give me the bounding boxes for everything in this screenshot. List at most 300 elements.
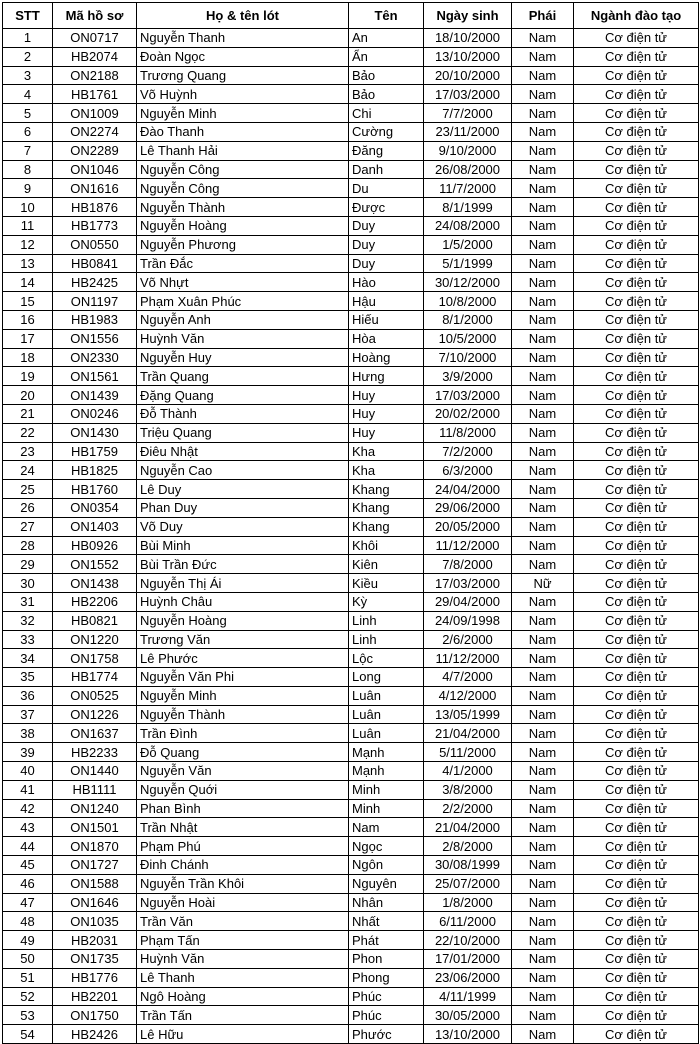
cell-ma-ho-so: ON2330 [53,348,137,367]
cell-ho-ten-lot: Nguyễn Thị Ái [137,574,349,593]
cell-ten: Huy [349,386,424,405]
cell-ma-ho-so: ON1588 [53,874,137,893]
cell-ngay-sinh: 21/04/2000 [424,818,512,837]
cell-ho-ten-lot: Đinh Chánh [137,856,349,875]
cell-stt: 16 [3,310,53,329]
cell-nganh-dao-tao: Cơ điện tử [574,874,699,893]
cell-ho-ten-lot: Nguyễn Hoài [137,893,349,912]
cell-stt: 48 [3,912,53,931]
table-row [3,893,699,912]
cell-nganh-dao-tao: Cơ điện tử [574,498,699,517]
cell-ngay-sinh: 11/12/2000 [424,536,512,555]
cell-nganh-dao-tao: Cơ điện tử [574,235,699,254]
table-row [3,498,699,517]
cell-ho-ten-lot: Nguyễn Cao [137,461,349,480]
cell-phai: Nam [512,950,574,969]
cell-nganh-dao-tao: Cơ điện tử [574,724,699,743]
cell-phai: Nam [512,743,574,762]
cell-ma-ho-so: ON2274 [53,122,137,141]
cell-ngay-sinh: 17/03/2000 [424,386,512,405]
cell-ten: Cường [349,122,424,141]
cell-ma-ho-so: ON0354 [53,498,137,517]
cell-ten: Bảo [349,66,424,85]
cell-ten: Long [349,668,424,687]
cell-ho-ten-lot: Trần Văn [137,912,349,931]
cell-ten: Luân [349,724,424,743]
cell-nganh-dao-tao: Cơ điện tử [574,686,699,705]
cell-phai: Nam [512,404,574,423]
cell-ma-ho-so: ON1637 [53,724,137,743]
cell-stt: 38 [3,724,53,743]
cell-phai: Nam [512,724,574,743]
cell-ten: Minh [349,799,424,818]
cell-ma-ho-so: ON0717 [53,29,137,48]
cell-ten: Phúc [349,987,424,1006]
cell-ngay-sinh: 7/10/2000 [424,348,512,367]
cell-ma-ho-so: ON1220 [53,630,137,649]
cell-phai: Nam [512,122,574,141]
cell-ten: Được [349,198,424,217]
cell-nganh-dao-tao: Cơ điện tử [574,611,699,630]
cell-ngay-sinh: 13/05/1999 [424,705,512,724]
cell-ten: Kỳ [349,592,424,611]
cell-ngay-sinh: 30/08/1999 [424,856,512,875]
cell-ma-ho-so: ON1750 [53,1006,137,1025]
table-row [3,1006,699,1025]
cell-ngay-sinh: 25/07/2000 [424,874,512,893]
table-row [3,931,699,950]
cell-stt: 41 [3,780,53,799]
cell-ma-ho-so: ON0550 [53,235,137,254]
cell-ten: Khang [349,517,424,536]
cell-stt: 21 [3,404,53,423]
cell-ten: Phong [349,968,424,987]
cell-phai: Nam [512,668,574,687]
cell-ho-ten-lot: Lê Hữu [137,1025,349,1044]
cell-phai: Nam [512,367,574,386]
cell-ma-ho-so: HB2233 [53,743,137,762]
cell-ten: Khang [349,498,424,517]
cell-stt: 47 [3,893,53,912]
table-row [3,950,699,969]
cell-nganh-dao-tao: Cơ điện tử [574,386,699,405]
cell-nganh-dao-tao: Cơ điện tử [574,292,699,311]
cell-nganh-dao-tao: Cơ điện tử [574,367,699,386]
cell-ngay-sinh: 30/05/2000 [424,1006,512,1025]
table-header [3,3,699,29]
cell-ngay-sinh: 20/05/2000 [424,517,512,536]
table-row [3,179,699,198]
cell-ho-ten-lot: Nguyễn Văn Phi [137,668,349,687]
cell-ho-ten-lot: Trương Văn [137,630,349,649]
cell-nganh-dao-tao: Cơ điện tử [574,47,699,66]
cell-phai: Nam [512,1025,574,1044]
header-row [3,3,699,29]
table-row [3,386,699,405]
cell-ho-ten-lot: Nguyễn Thành [137,198,349,217]
cell-ngay-sinh: 6/3/2000 [424,461,512,480]
cell-nganh-dao-tao: Cơ điện tử [574,517,699,536]
cell-phai: Nam [512,705,574,724]
cell-nganh-dao-tao: Cơ điện tử [574,968,699,987]
cell-nganh-dao-tao: Cơ điện tử [574,160,699,179]
cell-ho-ten-lot: Trần Đắc [137,254,349,273]
cell-ho-ten-lot: Đoàn Ngọc [137,47,349,66]
cell-nganh-dao-tao: Cơ điện tử [574,122,699,141]
cell-nganh-dao-tao: Cơ điện tử [574,893,699,912]
cell-stt: 34 [3,649,53,668]
table-row [3,536,699,555]
table-row [3,818,699,837]
cell-ma-ho-so: ON1556 [53,329,137,348]
cell-stt: 8 [3,160,53,179]
cell-ngay-sinh: 7/7/2000 [424,104,512,123]
cell-stt: 50 [3,950,53,969]
cell-nganh-dao-tao: Cơ điện tử [574,198,699,217]
table-row [3,85,699,104]
cell-ten: Đăng [349,141,424,160]
cell-phai: Nam [512,104,574,123]
cell-ten: Danh [349,160,424,179]
cell-ten: Hào [349,273,424,292]
cell-ma-ho-so: ON1197 [53,292,137,311]
cell-nganh-dao-tao: Cơ điện tử [574,649,699,668]
cell-phai: Nam [512,85,574,104]
cell-nganh-dao-tao: Cơ điện tử [574,912,699,931]
table-row [3,292,699,311]
cell-ma-ho-so: ON1727 [53,856,137,875]
cell-ma-ho-so: HB1825 [53,461,137,480]
cell-ten: Khang [349,480,424,499]
cell-nganh-dao-tao: Cơ điện tử [574,837,699,856]
cell-ten: Hậu [349,292,424,311]
cell-phai: Nam [512,216,574,235]
cell-stt: 25 [3,480,53,499]
cell-nganh-dao-tao: Cơ điện tử [574,442,699,461]
cell-stt: 35 [3,668,53,687]
cell-stt: 37 [3,705,53,724]
table-row [3,273,699,292]
cell-phai: Nam [512,517,574,536]
cell-nganh-dao-tao: Cơ điện tử [574,536,699,555]
cell-ma-ho-so: ON1735 [53,950,137,969]
cell-ho-ten-lot: Nguyễn Hoàng [137,611,349,630]
cell-phai: Nam [512,818,574,837]
cell-ho-ten-lot: Võ Huỳnh [137,85,349,104]
cell-ngay-sinh: 24/04/2000 [424,480,512,499]
cell-ho-ten-lot: Huỳnh Văn [137,950,349,969]
cell-ten: Phúc [349,1006,424,1025]
table-row [3,66,699,85]
cell-phai: Nam [512,555,574,574]
cell-ma-ho-so: ON1561 [53,367,137,386]
table-row [3,423,699,442]
cell-ho-ten-lot: Trương Quang [137,66,349,85]
cell-ten: Nguyên [349,874,424,893]
cell-stt: 15 [3,292,53,311]
cell-phai: Nam [512,649,574,668]
cell-ma-ho-so: HB2206 [53,592,137,611]
cell-ho-ten-lot: Bùi Minh [137,536,349,555]
cell-ho-ten-lot: Triệu Quang [137,423,349,442]
cell-ngay-sinh: 23/06/2000 [424,968,512,987]
cell-phai: Nam [512,799,574,818]
cell-ngay-sinh: 24/08/2000 [424,216,512,235]
cell-ten: Mạnh [349,743,424,762]
cell-ho-ten-lot: Trần Quang [137,367,349,386]
cell-nganh-dao-tao: Cơ điện tử [574,480,699,499]
table-row [3,47,699,66]
cell-ngay-sinh: 2/8/2000 [424,837,512,856]
cell-ten: Kha [349,461,424,480]
table-row [3,310,699,329]
table-row [3,649,699,668]
cell-stt: 28 [3,536,53,555]
cell-phai: Nam [512,987,574,1006]
cell-ma-ho-so: HB0821 [53,611,137,630]
cell-ho-ten-lot: Nguyễn Thành [137,705,349,724]
table-row [3,367,699,386]
cell-nganh-dao-tao: Cơ điện tử [574,705,699,724]
cell-nganh-dao-tao: Cơ điện tử [574,987,699,1006]
cell-ten: Lộc [349,649,424,668]
cell-ngay-sinh: 11/8/2000 [424,423,512,442]
cell-nganh-dao-tao: Cơ điện tử [574,931,699,950]
cell-ma-ho-so: ON2188 [53,66,137,85]
table-row [3,104,699,123]
cell-ngay-sinh: 3/9/2000 [424,367,512,386]
cell-ma-ho-so: HB0926 [53,536,137,555]
cell-ten: Phước [349,1025,424,1044]
table-row [3,686,699,705]
table-row [3,968,699,987]
table-row [3,198,699,217]
cell-phai: Nam [512,461,574,480]
cell-stt: 52 [3,987,53,1006]
cell-ten: Ngọc [349,837,424,856]
cell-ngay-sinh: 23/11/2000 [424,122,512,141]
cell-ma-ho-so: HB1761 [53,85,137,104]
cell-ho-ten-lot: Nguyễn Quới [137,780,349,799]
cell-phai: Nam [512,762,574,781]
cell-phai: Nam [512,968,574,987]
cell-ho-ten-lot: Nguyễn Huy [137,348,349,367]
cell-stt: 20 [3,386,53,405]
cell-phai: Nam [512,29,574,48]
cell-ho-ten-lot: Đỗ Quang [137,743,349,762]
cell-ma-ho-so: HB1111 [53,780,137,799]
student-table [2,2,699,1044]
cell-stt: 3 [3,66,53,85]
cell-phai: Nam [512,329,574,348]
cell-ngay-sinh: 8/1/2000 [424,310,512,329]
cell-ngay-sinh: 20/10/2000 [424,66,512,85]
cell-ngay-sinh: 1/8/2000 [424,893,512,912]
cell-nganh-dao-tao: Cơ điện tử [574,555,699,574]
table-row [3,705,699,724]
cell-ma-ho-so: HB2426 [53,1025,137,1044]
cell-stt: 32 [3,611,53,630]
table-row [3,743,699,762]
cell-stt: 27 [3,517,53,536]
cell-ma-ho-so: ON1046 [53,160,137,179]
cell-phai: Nam [512,310,574,329]
cell-nganh-dao-tao: Cơ điện tử [574,141,699,160]
table-row [3,555,699,574]
cell-ho-ten-lot: Nguyễn Minh [137,686,349,705]
cell-ngay-sinh: 29/04/2000 [424,592,512,611]
cell-ma-ho-so: HB1983 [53,310,137,329]
cell-ngay-sinh: 7/8/2000 [424,555,512,574]
header-ma-ho-so: Mã hồ sơ [53,3,137,29]
table-row [3,404,699,423]
cell-ten: Huy [349,423,424,442]
cell-ngay-sinh: 4/1/2000 [424,762,512,781]
cell-nganh-dao-tao: Cơ điện tử [574,799,699,818]
cell-stt: 33 [3,630,53,649]
cell-phai: Nam [512,141,574,160]
cell-ngay-sinh: 10/5/2000 [424,329,512,348]
cell-ngay-sinh: 29/06/2000 [424,498,512,517]
cell-ho-ten-lot: Nguyễn Hoàng [137,216,349,235]
cell-nganh-dao-tao: Cơ điện tử [574,179,699,198]
cell-ten: Nhất [349,912,424,931]
cell-nganh-dao-tao: Cơ điện tử [574,348,699,367]
cell-ho-ten-lot: Điêu Nhật [137,442,349,461]
cell-phai: Nam [512,198,574,217]
cell-nganh-dao-tao: Cơ điện tử [574,668,699,687]
table-row [3,235,699,254]
cell-stt: 12 [3,235,53,254]
cell-stt: 5 [3,104,53,123]
cell-phai: Nam [512,386,574,405]
table-row [3,517,699,536]
cell-stt: 46 [3,874,53,893]
table-row [3,122,699,141]
header-phai: Phái [512,3,574,29]
cell-ten: Phon [349,950,424,969]
cell-ma-ho-so: HB1876 [53,198,137,217]
table-row [3,611,699,630]
cell-ngay-sinh: 6/11/2000 [424,912,512,931]
cell-ho-ten-lot: Bùi Trần Đức [137,555,349,574]
cell-ngay-sinh: 26/08/2000 [424,160,512,179]
cell-stt: 7 [3,141,53,160]
cell-ngay-sinh: 1/5/2000 [424,235,512,254]
cell-stt: 42 [3,799,53,818]
cell-stt: 39 [3,743,53,762]
cell-ho-ten-lot: Nguyễn Thanh [137,29,349,48]
cell-ma-ho-so: ON1438 [53,574,137,593]
cell-ho-ten-lot: Nguyễn Công [137,160,349,179]
cell-phai: Nam [512,912,574,931]
cell-phai: Nam [512,179,574,198]
cell-ngay-sinh: 7/2/2000 [424,442,512,461]
cell-ten: Duy [349,235,424,254]
cell-ngay-sinh: 13/10/2000 [424,1025,512,1044]
cell-phai: Nam [512,931,574,950]
cell-ho-ten-lot: Trần Đình [137,724,349,743]
cell-ma-ho-so: ON1870 [53,837,137,856]
cell-ma-ho-so: HB2425 [53,273,137,292]
cell-ngay-sinh: 17/03/2000 [424,85,512,104]
cell-phai: Nam [512,856,574,875]
cell-ngay-sinh: 17/01/2000 [424,950,512,969]
table-row [3,912,699,931]
cell-stt: 30 [3,574,53,593]
table-row [3,630,699,649]
cell-nganh-dao-tao: Cơ điện tử [574,818,699,837]
cell-ho-ten-lot: Võ Nhựt [137,273,349,292]
cell-ma-ho-so: ON1009 [53,104,137,123]
cell-ten: An [349,29,424,48]
cell-ten: Huy [349,404,424,423]
header-ngay-sinh: Ngày sinh [424,3,512,29]
cell-ngay-sinh: 8/1/1999 [424,198,512,217]
cell-ngay-sinh: 11/12/2000 [424,649,512,668]
cell-stt: 18 [3,348,53,367]
cell-phai: Nam [512,480,574,499]
cell-ma-ho-so: ON1501 [53,818,137,837]
cell-ten: Linh [349,630,424,649]
table-row [3,348,699,367]
cell-ngay-sinh: 21/04/2000 [424,724,512,743]
cell-phai: Nam [512,47,574,66]
cell-stt: 6 [3,122,53,141]
cell-ngay-sinh: 20/02/2000 [424,404,512,423]
cell-ho-ten-lot: Lê Thanh Hải [137,141,349,160]
cell-stt: 54 [3,1025,53,1044]
table-row [3,480,699,499]
cell-ten: Du [349,179,424,198]
cell-stt: 43 [3,818,53,837]
cell-ma-ho-so: ON1035 [53,912,137,931]
cell-phai: Nam [512,273,574,292]
cell-nganh-dao-tao: Cơ điện tử [574,574,699,593]
table-row [3,987,699,1006]
cell-nganh-dao-tao: Cơ điện tử [574,1006,699,1025]
cell-ma-ho-so: HB1759 [53,442,137,461]
cell-ma-ho-so: ON1403 [53,517,137,536]
table-row [3,254,699,273]
cell-ngay-sinh: 22/10/2000 [424,931,512,950]
cell-phai: Nam [512,498,574,517]
table-row [3,874,699,893]
cell-stt: 10 [3,198,53,217]
cell-stt: 29 [3,555,53,574]
cell-nganh-dao-tao: Cơ điện tử [574,273,699,292]
table-row [3,780,699,799]
cell-ma-ho-so: ON1439 [53,386,137,405]
cell-ho-ten-lot: Đặng Quang [137,386,349,405]
cell-stt: 31 [3,592,53,611]
cell-ten: Luân [349,686,424,705]
cell-ho-ten-lot: Nguyễn Trần Khôi [137,874,349,893]
cell-ho-ten-lot: Trần Nhật [137,818,349,837]
cell-ma-ho-so: HB1760 [53,480,137,499]
cell-ngay-sinh: 11/7/2000 [424,179,512,198]
cell-stt: 36 [3,686,53,705]
cell-phai: Nam [512,235,574,254]
cell-nganh-dao-tao: Cơ điện tử [574,29,699,48]
cell-phai: Nam [512,893,574,912]
cell-stt: 9 [3,179,53,198]
cell-ho-ten-lot: Phạm Xuân Phúc [137,292,349,311]
cell-ngay-sinh: 2/2/2000 [424,799,512,818]
cell-ma-ho-so: HB2201 [53,987,137,1006]
cell-ngay-sinh: 4/11/1999 [424,987,512,1006]
cell-ma-ho-so: ON1440 [53,762,137,781]
